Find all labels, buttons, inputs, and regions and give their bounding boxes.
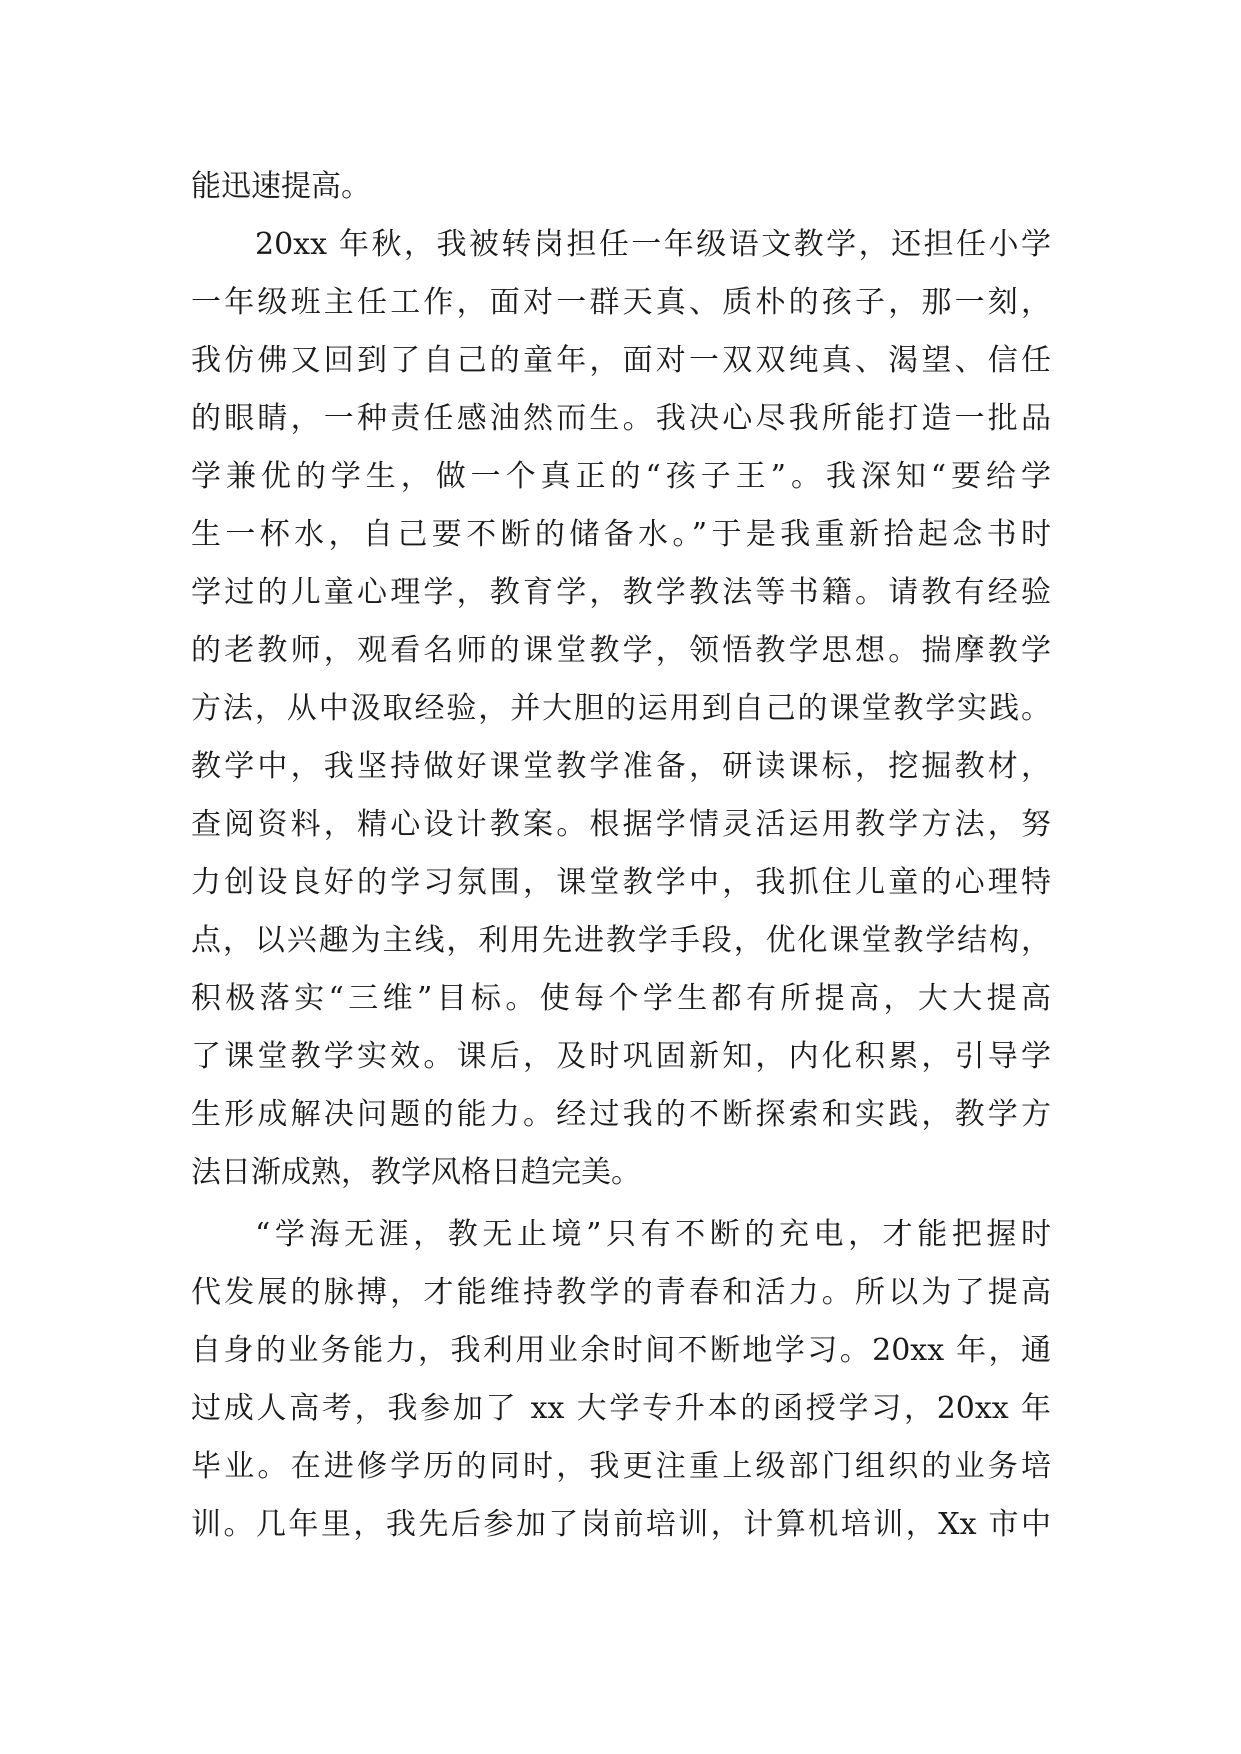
text-line: 力创设良好的学习氛围，课堂教学中，我抓住儿童的心理特 <box>191 865 1051 900</box>
text-line: 生一杯水，自己要不断的储备水。”于是我重新拾起念书时 <box>191 517 1051 552</box>
text-line: 查阅资料，精心设计教案。根据学情灵活运用教学方法，努 <box>191 807 1051 842</box>
text-line: 方法，从中汲取经验，并大胆的运用到自己的课堂教学实践。 <box>191 691 1051 726</box>
text-line: 代发展的脉搏，才能维持教学的青春和活力。所以为了提高 <box>191 1275 1051 1310</box>
text-line: 的眼睛，一种责任感油然而生。我决心尽我所能打造一批品 <box>191 401 1051 436</box>
text-line: 我仿佛又回到了自己的童年，面对一双双纯真、渴望、信任 <box>191 343 1051 378</box>
text-line: 自身的业务能力，我利用业余时间不断地学习。20xx 年，通 <box>191 1333 1051 1368</box>
paragraph-first-line: 20xx 年秋，我被转岗担任一年级语文教学，还担任小学 <box>255 227 1051 262</box>
paragraph-first-line: “学海无涯，教无止境”只有不断的充电，才能把握时 <box>255 1217 1051 1252</box>
text-line: 教学中，我坚持做好课堂教学准备，研读课标，挖掘教材， <box>191 749 1051 784</box>
text-line: 训。几年里，我先后参加了岗前培训，计算机培训，Xx 市中 <box>191 1507 1051 1542</box>
text-line: 过成人高考，我参加了 xx 大学专升本的函授学习，20xx 年 <box>191 1391 1051 1426</box>
text-line: 学兼优的学生，做一个真正的“孩子王”。我深知“要给学 <box>191 459 1051 494</box>
text-line: 了课堂教学实效。课后，及时巩固新知，内化积累，引导学 <box>191 1039 1051 1074</box>
text-line: 积极落实“三维”目标。使每个学生都有所提高，大大提高 <box>191 981 1051 1016</box>
text-line: 学过的儿童心理学，教育学，教学教法等书籍。请教有经验 <box>191 575 1051 610</box>
text-line: 毕业。在进修学历的同时，我更注重上级部门组织的业务培 <box>191 1449 1051 1484</box>
text-line: 生形成解决问题的能力。经过我的不断探索和实践，教学方 <box>191 1097 1051 1132</box>
text-line: 一年级班主任工作，面对一群天真、质朴的孩子，那一刻， <box>191 285 1051 320</box>
text-line: 的老教师，观看名师的课堂教学，领悟教学思想。揣摩教学 <box>191 633 1051 668</box>
text-line: 法日渐成熟，教学风格日趋完美。 <box>191 1155 641 1190</box>
body-text <box>191 158 1051 1554</box>
text-line: 点，以兴趣为主线，利用先进教学手段，优化课堂教学结构， <box>191 923 1051 958</box>
text-line: 能迅速提高。 <box>191 169 371 204</box>
